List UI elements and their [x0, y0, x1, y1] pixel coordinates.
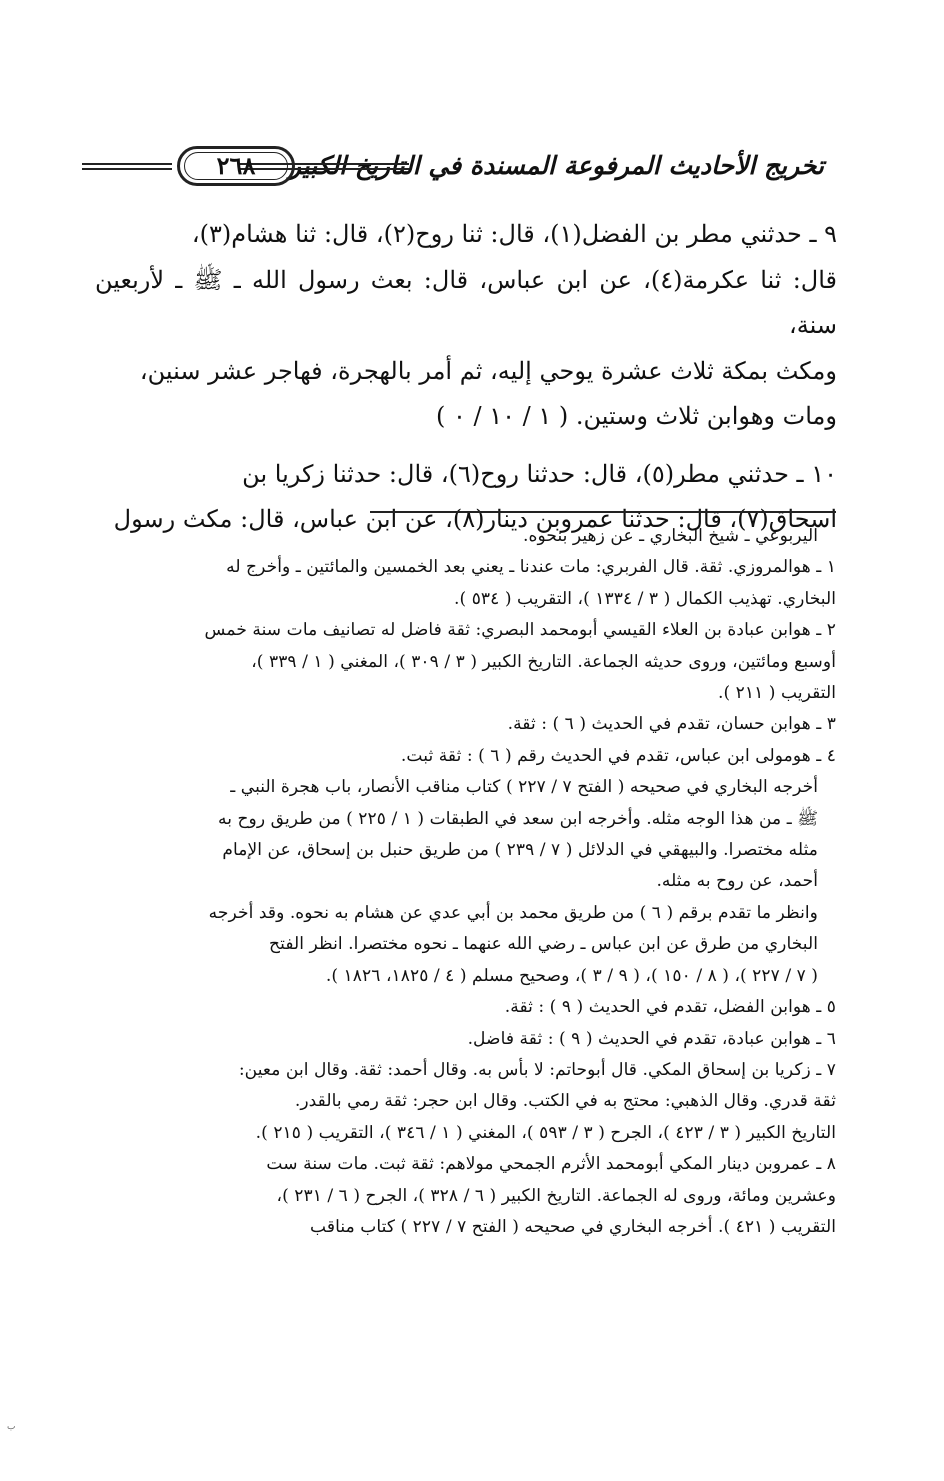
footnote: [98, 1024, 836, 1055]
footnote: [98, 1055, 836, 1149]
footnote-line: ٨ ـ عمروبن دينار المكي أبومحمد الأثرم الجمحي مولاهم: ثقة ثبت. مات سنة ست: [266, 1154, 836, 1175]
footnote: [98, 709, 836, 740]
footnote-line: أحمد، عن روح به مثله.: [656, 871, 818, 892]
footnote-line: وعشرين ومائة، وروى له الجماعة. التاريخ الكبير ( ٦ / ٣٢٨ )، الجرح ( ٦ / ٢٣١ )،: [276, 1185, 836, 1206]
text-line: ١٠ ـ حدثني مطر(٥)، قال: حدثنا روح(٦)، قال: حدثنا زكريا بن: [242, 459, 837, 488]
footnotes: [98, 521, 836, 1243]
footnote-line: ٢ ـ هوابن عبادة بن العلاء القيسي أبومحمد البصري: ثقة فاضل له تصانيف مات سنة خمس: [204, 620, 836, 641]
footnote: [98, 552, 836, 615]
footnote: [98, 772, 836, 898]
footnote-line: اليربوعي ـ شيخ البخاري ـ عن زهير بنحوه.: [523, 526, 818, 546]
footnote: [98, 898, 836, 992]
footnote: [98, 741, 836, 772]
footnote-line: ٥ ـ هوابن الفضل، تقدم في الحديث ( ٩ ) : ثقة.: [504, 997, 836, 1018]
footnote-line: البخاري من طرق عن ابن عباس ـ رضي الله عنهما ـ نحوه مختصرا. انظر الفتح: [269, 934, 818, 955]
footnote-line: مثله مختصرا. والبيهقي في الدلائل ( ٧ / ٢٣٩ ) من طريق حنبل بن إسحاق، عن الإمام: [222, 840, 818, 861]
text-line: قال: ثنا عكرمة(٤)، عن ابن عباس، قال: بعث رسول الله ـ ﷺ ـ لأربعين سنة،: [95, 265, 838, 339]
footnote-line: ثقة قدري. وقال الذهبي: محتج به في الكتب. وقال ابن حجر: ثقة رمي بالقدر.: [294, 1091, 836, 1112]
running-header: [82, 145, 824, 193]
footnote-line: البخاري. تهذيب الكمال ( ٣ / ١٣٣٤ )، التقريب ( ٥٣٤ ).: [454, 588, 836, 609]
text-line: ومكث بمكة ثلاث عشرة يوحي إليه، ثم أمر بالهجرة، فهاجر عشر سنين،: [139, 356, 837, 385]
footnote-line: أوسبع ومائتين، وروى حديثه الجماعة. التاريخ الكبير ( ٣ / ٣٠٩ )، المغني ( ١ / ٣٣٩ )،: [251, 651, 836, 672]
text-line: اسحاق(٧)، قال: حدثنا عمروبن دينار(٨)، عن ابن عباس، قال: مكث رسول: [113, 505, 837, 533]
footnote-line: التاريخ الكبير ( ٣ / ٤٢٣ )، الجرح ( ٣ / ٥٩٣ )، المغني ( ١ / ٣٤٦ )، التقريب ( ٢١٥ ).: [255, 1122, 836, 1143]
footnote-line: وانظر ما تقدم برقم ( ٦ ) من طريق محمد بن أبي عدي عن هشام به نحوه. وقد أخرجه: [208, 902, 818, 923]
main-text: [95, 212, 837, 543]
hadith-9: [95, 212, 837, 440]
header-rule: [82, 163, 172, 170]
footnote: [98, 615, 836, 709]
footnote: [98, 992, 836, 1023]
footnote-line: ١ ـ هوالمروزي. ثقة. قال الفربري: مات عندنا ـ يعني بعد الخمسين والمائتين ـ وأخرج له: [226, 557, 836, 578]
footnote-line: ﷺ ـ من هذا الوجه مثله. وأخرجه ابن سعد في الطبقات ( ١ / ٢٢٥ ) من طريق روح به: [218, 808, 818, 829]
text-line: ٩ ـ حدثني مطر بن الفضل(١)، قال: ثنا روح(٢)، قال: ثنا هشام(٣)،: [191, 220, 837, 248]
footnote-line: التقريب ( ٢١١ ).: [717, 683, 836, 704]
footnote-line: ٣ ـ هوابن حسان، تقدم في الحديث ( ٦ ) : ثقة.: [507, 714, 836, 735]
footnote: [98, 1149, 836, 1243]
corner-mark: ب: [7, 1422, 16, 1432]
footnote-line: التقريب ( ٤٢١ ). أخرجه البخاري في صحيحه ( الفتح ٧ / ٢٢٧ ) كتاب مناقب: [310, 1216, 836, 1237]
text-line: ومات وهوابن ثلاث وستين. ( ١ / ١٠ / ٠ ): [435, 402, 837, 430]
footnote-line: ٧ ـ زكريا بن إسحاق المكي. قال أبوحاتم: لا بأس به. وقال أحمد: ثقة. وقال ابن معين:: [238, 1059, 836, 1080]
footnote-separator: [370, 511, 836, 513]
footnote-line: ٦ ـ هوابن عبادة، تقدم في الحديث ( ٩ ) : ثقة فاضل.: [467, 1028, 836, 1049]
footnote-line: ٤ ـ هومولى ابن عباس، تقدم في الحديث رقم ( ٦ ) : ثقة ثبت.: [400, 745, 836, 766]
footnote-line: أخرجه البخاري في صحيحه ( الفتح ٧ / ٢٢٧ ) كتاب مناقب الأنصار، باب هجرة النبي ـ: [230, 777, 818, 798]
footnote: [98, 521, 836, 552]
book-title: تخريج الأحاديث المرفوعة المسندة في التاريخ الكبير: [288, 151, 824, 180]
page-number-badge: ٢٦٨: [177, 146, 295, 186]
footnote-line: ( ٧ / ٢٢٧ )، ( ٨ / ١٥٠ )، ( ٩ / ٣ )، وصحيح مسلم ( ٤ / ١٨٢٥، ١٨٢٦ ).: [325, 965, 818, 986]
